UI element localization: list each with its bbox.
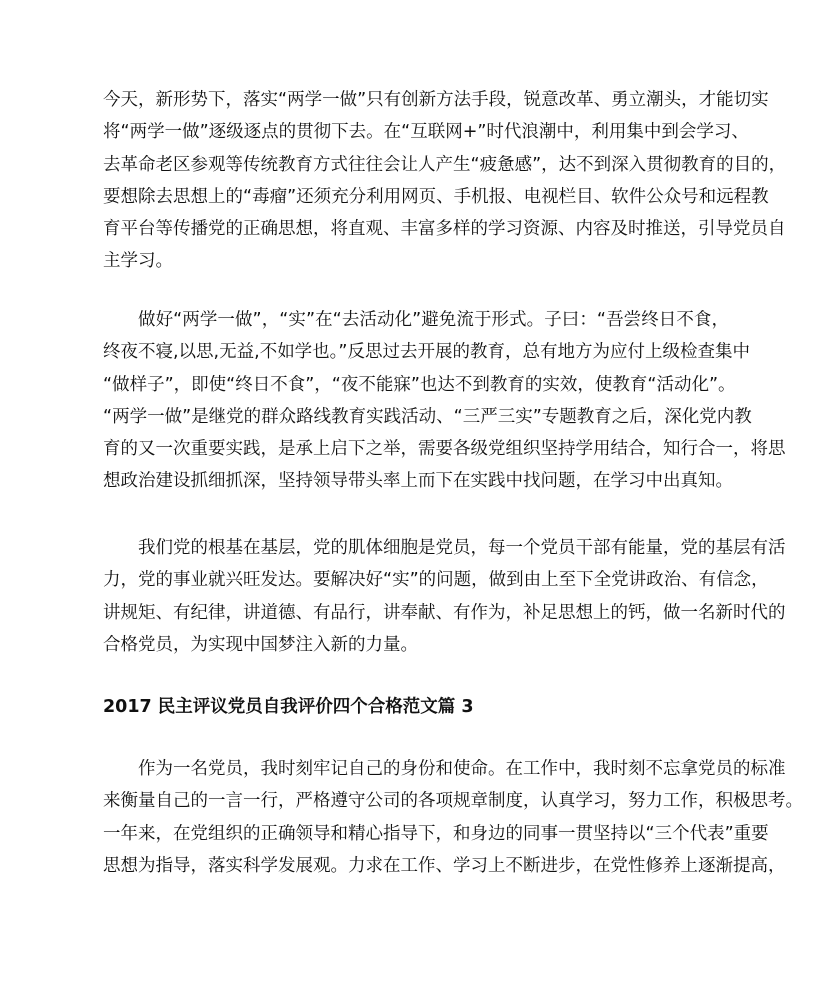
text-line: 一年来，在党组织的正确领导和精心指导下，和身边的同事一贯坚持以“三个代表”重要 — [103, 823, 769, 844]
text-line: 合格党员，为实现中国梦注入新的力量。 — [103, 634, 418, 655]
text-line: 终夜不寝,以思,无益,不如学也。”反思过去开展的教育，总有地方为应付上级检查集中 — [103, 342, 751, 363]
text-line: 去革命老区参观等传统教育方式往往会让人产生“疲惫感”，达不到深入贯彻教育的目的， — [103, 154, 787, 175]
text-line: 今天，新形势下，落实“两学一做”只有创新方法手段，锐意改革、勇立潮头，才能切实 — [103, 90, 769, 110]
text-line: 思想为指导，落实科学发展观。力求在工作、学习上不断进步，在党性修养上逐渐提高， — [103, 855, 786, 876]
paragraph-1 — [103, 84, 787, 278]
paragraph-3 — [103, 532, 786, 661]
text-line: 主学习。 — [103, 251, 173, 272]
text-line: 将“两学一做”逐级逐点的贯彻下去。在“互联网+”时代浪潮中，利用集中到会学习、 — [103, 122, 749, 143]
section-heading: 2017 民主评议党员自我评价四个合格范文篇 3 — [103, 697, 474, 717]
text-line: “做样子”，即使“终日不食”，“夜不能寐”也达不到教育的实效，使教育“活动化”。 — [103, 374, 736, 395]
text-line: 想政治建设抓细抓深，坚持领导带头率上而下在实践中找问题，在学习中出真知。 — [103, 471, 733, 492]
paragraph-4 — [103, 753, 803, 882]
text-line: 做好“两学一做”，“实”在“去活动化”避免流于形式。子曰：“吾尝终日不食， — [138, 310, 729, 330]
text-line: 力，党的事业就兴旺发达。要解决好“实”的问题，做到由上至下全党讲政治、有信念， — [103, 570, 769, 591]
text-line: 讲规矩、有纪律，讲道德、有品行，讲奉献、有作为，补足思想上的钙，做一名新时代的 — [103, 602, 786, 623]
text-line: 作为一名党员，我时刻牢记自己的身份和使命。在工作中，我时刻不忘拿党员的标准 — [138, 759, 786, 779]
text-line: “两学一做”是继党的群众路线教育实践活动、“三严三实”专题教育之后，深化党内教 — [103, 406, 752, 427]
text-line: 要想除去思想上的“毒瘤”还须充分利用网页、手机报、电视栏目、软件公众号和远程教 — [103, 186, 769, 207]
text-line: 育平台等传播党的正确思想，将直观、丰富多样的学习资源、内容及时推送，引导党员自 — [103, 219, 786, 240]
text-line: 我们党的根基在基层，党的肌体细胞是党员，每一个党员干部有能量，党的基层有活 — [138, 538, 786, 558]
paragraph-2 — [103, 304, 786, 498]
text-line: 来衡量自己的一言一行，严格遵守公司的各项规章制度，认真学习，努力工作，积极思考。 — [103, 791, 803, 812]
text-line: 育的又一次重要实践，是承上启下之举，需要各级党组织坚持学用结合，知行合一，将思 — [103, 439, 786, 460]
